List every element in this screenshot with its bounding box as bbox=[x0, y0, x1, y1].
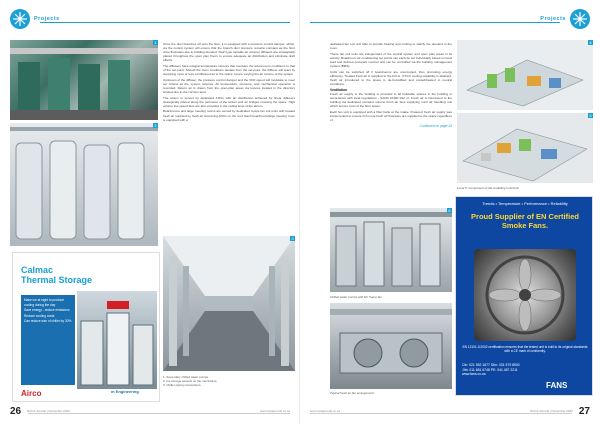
advert-headline: Proud Supplier of EN Certified Smoke Fans. bbox=[471, 212, 579, 230]
photo-number-badge: 5 bbox=[589, 113, 592, 118]
paragraph: Once the duct branches off onto the floor, it is equipped with a pressure control damper, which, via the control system will ensure that the branch duct pressure remains constant as the floor drive fluctuates due to building demand. Swirl-type variable air volume) diffusers are strategically placed throughout the open plan floors to ensure adequate air distribution and eliminate draft effects. bbox=[163, 42, 296, 63]
photo-fresh-air-fan bbox=[330, 303, 452, 389]
advert-bullet: Can reduce size of chiller by 30% bbox=[24, 319, 72, 323]
photo-caption: Level 5: Component of 3D modelling in Actcofi. bbox=[457, 186, 520, 190]
advert-website[interactable]: www.fans.co.za bbox=[462, 372, 486, 376]
footer-website: www.racajournal.co.za bbox=[310, 409, 341, 413]
photo-pumps-ec bbox=[330, 208, 452, 292]
footer-website: www.racajournal.co.za bbox=[259, 409, 290, 413]
advert-contacts bbox=[462, 363, 588, 377]
header-right bbox=[540, 8, 590, 30]
paragraph: The diffusers have integral temperature sensors that compare the actual room conditions to that of the set-point. Should the room conditions deviate from the set-point, the diffuser will react by supplying more or less conditioned air to the space, hence varying the air volume of the system. bbox=[163, 63, 295, 77]
advert-tagline: Trends • Temperature • Performance • Reliability bbox=[482, 201, 568, 206]
photo-number-badge: 3 bbox=[291, 236, 294, 241]
footer-right bbox=[310, 404, 590, 418]
caption-item: 1. Secondary chilled water pumps. bbox=[163, 375, 209, 379]
calmac-advert[interactable] bbox=[12, 252, 160, 402]
smoke-fan-image bbox=[474, 249, 576, 341]
header-rule bbox=[310, 22, 560, 23]
page-number: 26 bbox=[10, 405, 22, 417]
continued-note: Continued on page 29 bbox=[419, 123, 452, 128]
advert-title-line: Calmac bbox=[21, 265, 54, 275]
body-text-left bbox=[163, 42, 295, 123]
advert-bullet: Save energy - reduce emissions bbox=[24, 308, 70, 312]
contact-line: Jhb: 011 681 6748 PE: 041 487 2211 bbox=[462, 367, 518, 372]
page-number: 27 bbox=[578, 405, 590, 417]
footer-left bbox=[10, 404, 290, 418]
snowflake-logo-icon bbox=[10, 9, 30, 29]
body-text-right bbox=[330, 42, 452, 128]
caption-item: 2. Ice storage vessels on the mezzanine. bbox=[163, 379, 218, 384]
snowflake-logo-icon bbox=[570, 9, 590, 29]
header-left bbox=[10, 8, 60, 30]
advert-title bbox=[21, 265, 92, 285]
paragraph: Boardrooms and large meeting rooms are served by dedicated 4-pipe fan coil units with treated fresh air supplied by fresh air tempering AHUs on the roof. Each boardroom/large meeting room is equipped with a bbox=[163, 109, 295, 122]
airco-logo: Airco bbox=[21, 389, 42, 398]
photo-number-badge: 4 bbox=[589, 40, 592, 45]
paragraph: dedicated fan coil unit able to provide heating and cooling to satisfy the demand in the room. bbox=[330, 42, 452, 51]
header-rule bbox=[40, 22, 290, 23]
photo-chiller-piping bbox=[163, 236, 295, 371]
section-label: Projects bbox=[34, 16, 60, 22]
engineering-logo: m Engineering bbox=[111, 389, 139, 394]
photo-number-badge: 1 bbox=[154, 40, 157, 45]
paragraph: Units can be switched off if boardrooms are unoccupied, thus promoting energy efficiency. Treated fresh air is supplied to the FCUs. If FCU cooling capability is disabled, fresh air introduced to the space is de-humidified and cooled/heated to neutral conditions. bbox=[330, 69, 452, 86]
footer-publication: RACA Journal | November 2020 bbox=[27, 409, 70, 413]
photo-caption: Typical fresh air fan arrangement. bbox=[330, 391, 375, 395]
paragraph: Each fan unit is equipped with a filter bank at the intake. Powered fresh air supply was implemented to ensure rich more fresh air flowrates are supplied to the space regardless of bbox=[330, 109, 452, 123]
photo-number-badge: 2 bbox=[154, 123, 157, 128]
photo-3d-model-level5 bbox=[457, 113, 593, 183]
paragraph: These fan coil units are independent of the central system and open plan areas in its activity. Boardroom air conditioning set points can each be set individually based on local load and desired occupant comfort and can be controlled via the building management system (BMS). bbox=[330, 51, 452, 68]
section-label: Projects bbox=[540, 16, 566, 22]
advert-bullets bbox=[21, 295, 75, 385]
contact-line: Ctn: 021 552 1677 Dbn: 031 579 8900 bbox=[462, 363, 520, 367]
photo-pumps bbox=[10, 40, 158, 120]
advert-tanks-image bbox=[77, 291, 157, 389]
paragraph: Fresh air supply to the building is provided to all habitable spaces in the building in accordance with local regulations - SANS 10400 Part O. Fresh air is introduced to the building via dedicated constant volume fresh air fans supplying such air handling unit which serves most of the floor space. bbox=[330, 92, 452, 109]
advert-bullet: Make ice at night to produce cooling during the day bbox=[24, 298, 65, 307]
advert-title-line: Thermal Storage bbox=[21, 275, 93, 285]
paragraph: The atrium is served by dedicated AHUs with air distribution achieved by linear diffusers strategically placed along the perimeter of the atrium and air bridges crossing the space. High volume low speed fans are also provided in the ceiling level of the atrium. bbox=[163, 95, 295, 108]
caption-item: 3. Chiller piping connections. bbox=[163, 383, 202, 388]
photo-captions bbox=[163, 375, 295, 388]
fans-logo: FANS bbox=[546, 381, 568, 390]
photo-number-badge: 6 bbox=[448, 208, 451, 213]
footer-publication: RACA Journal | November 2020 bbox=[530, 409, 573, 413]
photo-caption: Chilled water pumps with EC frame fan. bbox=[330, 295, 383, 299]
photo-ice-storage bbox=[10, 123, 158, 246]
advert-certification: EN 12101-3:2002 certification ensures that the tested unit is built to its original standards with a CE mark of conformity. bbox=[462, 345, 588, 353]
smoke-fans-advert[interactable] bbox=[455, 196, 593, 396]
advert-bullet: Reduce cooling costs bbox=[24, 313, 55, 318]
photo-3d-model-top bbox=[457, 40, 593, 110]
paragraph: Upstream of the diffuser, the pressure control damper and the VFD speed will modulate to meet set criteria as the system requires. All temperature, pressure, and mechanical operation is recorded. Return air is drawn from the open-plan areas via louvres located in the directory window line in the corridor area. bbox=[163, 77, 295, 95]
subheading: Ventilation bbox=[330, 87, 348, 92]
